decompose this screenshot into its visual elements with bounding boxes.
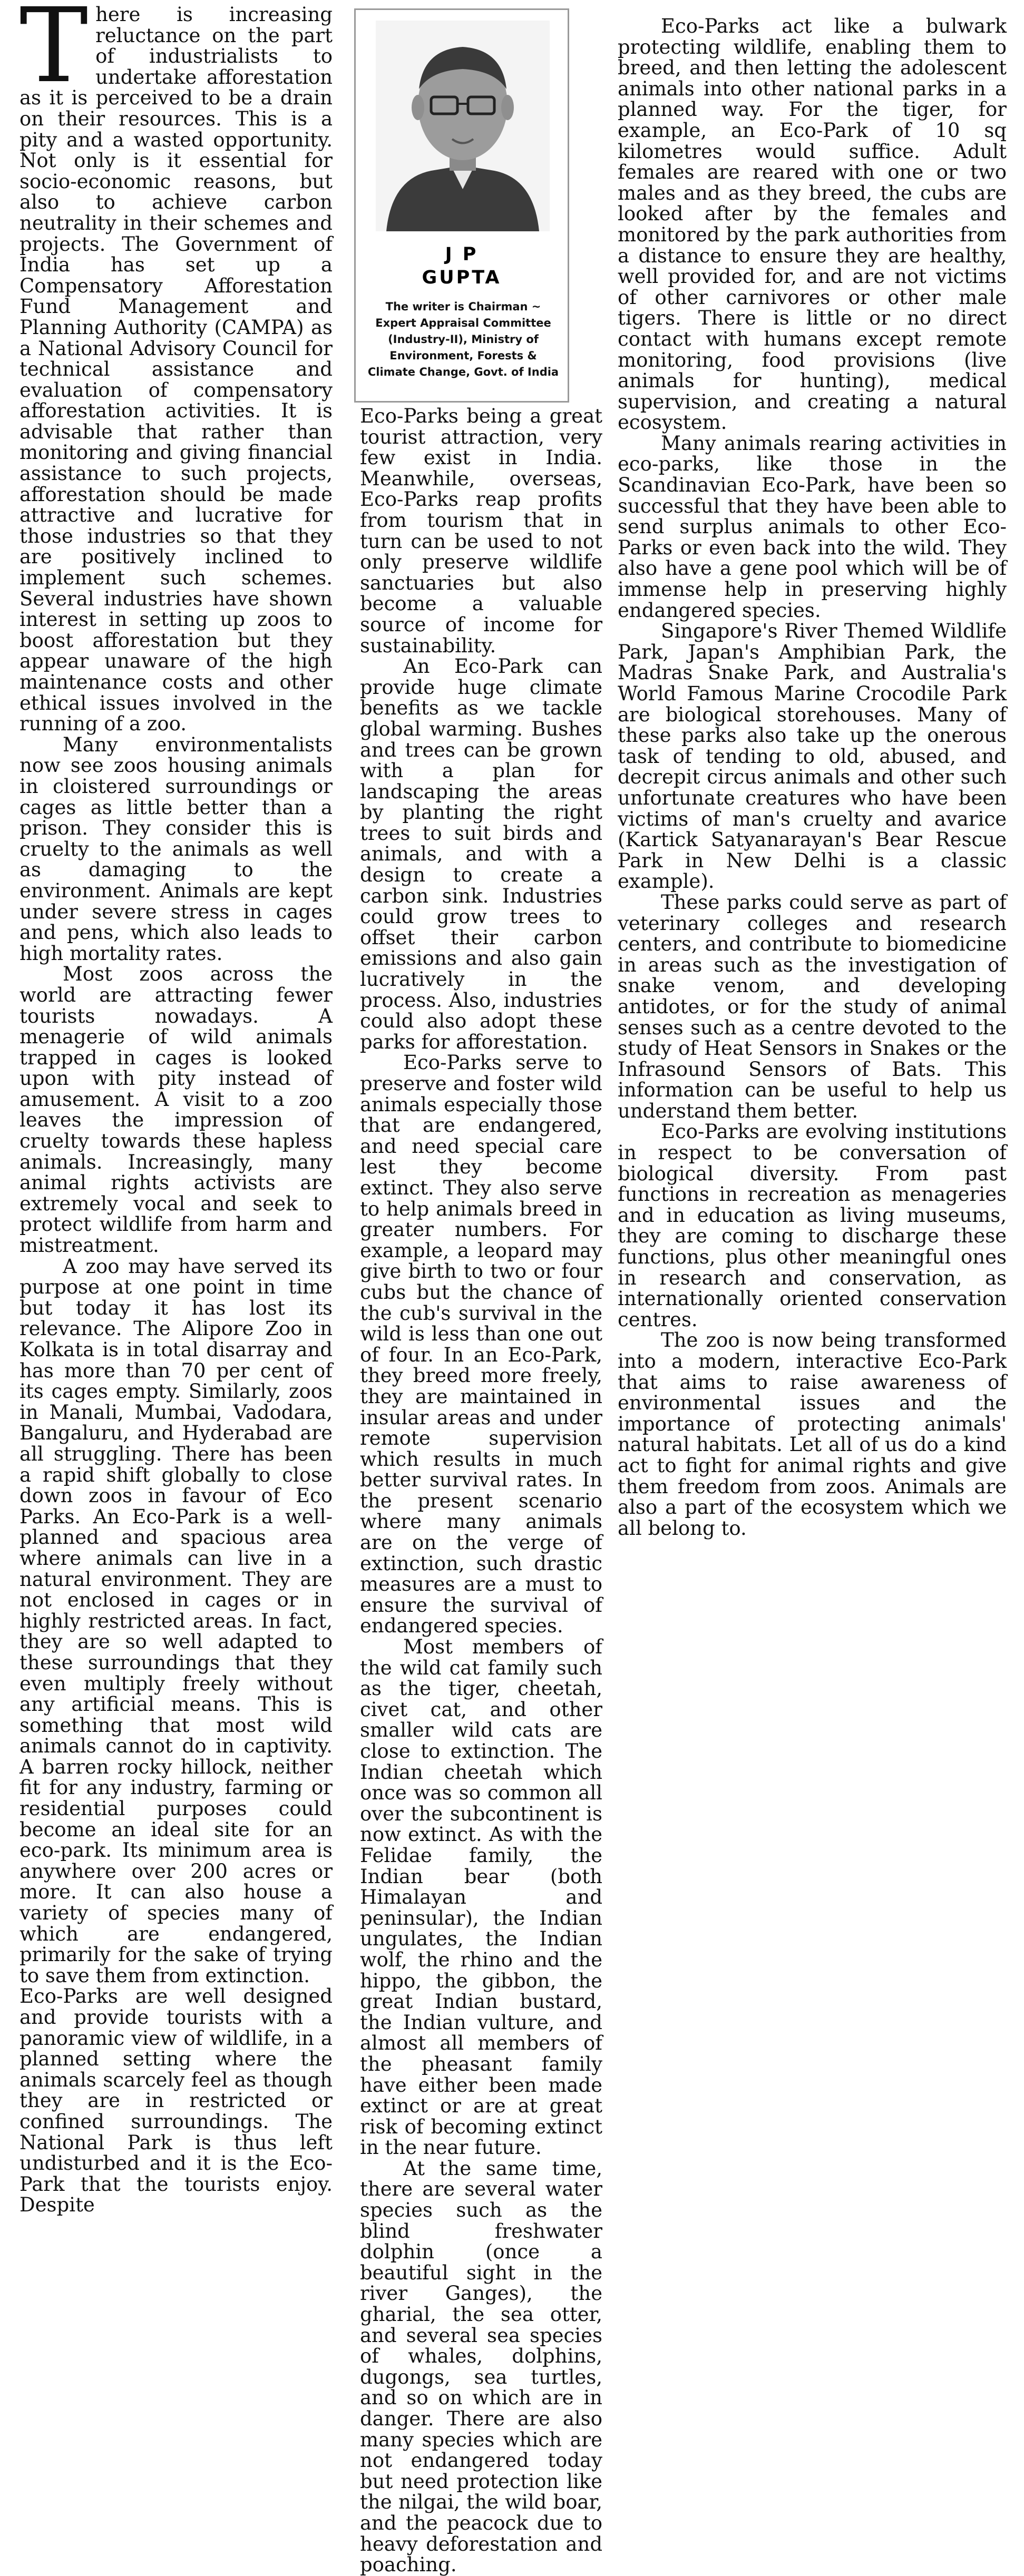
paragraph: Eco-Parks are well designed and provide tourists with a panoramic view of wildlife, in a planned setting where the animals scarcely feel as though they are in restricted or confined surroundings. The National Park is thus left undisturbed and it is the Eco-Park that the tourists enjoy. Despite (19, 1985, 333, 2217)
paragraph: Eco-Parks serve to preserve and foster wild animals especially those that are endangered, and need special care lest they become extinct. They also serve to help animals breed in greater numbers. For example, a leopard may give birth to two or four cubs but the chance of the cub's survival in the wild is less than one out of four. In an Eco-Park, they breed more freely, they are maintained in insular areas and under remote supervision which results in much better survival rates. In the present scenario where many animals are on the verge of extinction, such drastic measures are a must to ensure the survival of endangered species. (360, 1051, 602, 1638)
author-name: J P (445, 244, 479, 265)
article-column-2 (360, 406, 602, 2575)
article-column-3 (618, 16, 1007, 1539)
paragraph: At the same time, there are several water species such as the blind freshwater dolphin (once a beautiful sight in the river Ganges), the gharial, the sea otter, and several sea species of whales, dolphins, dugongs, sea turtles, and so on which are in danger. There are also many species which are not endangered today but need protection like the nilgai, the wild boar, and the peacock due to heavy deforestation and poaching. (360, 2157, 602, 2576)
author-description: The writer is Chairman ~ Expert Appraisal Committee (Industry-II), Ministry of Environment, Forests & Climate Change, Govt. of India (367, 300, 559, 378)
author-photo (376, 21, 550, 231)
paragraph: Eco-Parks act like a bulwark protecting wildlife, enabling them to breed, and then letting the adolescent animals into other national parks in a planned way. For the tiger, for example, an Eco-Park of 10 sq kilometres would suffice. Adult females are reared with one or two males and as they breed, the cubs are looked after by the females and monitored by the park authorities from a distance to ensure they are healthy, well provided for, and are not victims of other carnivores or other male tigers. There is little or no direct contact with humans except remote monitoring, food provisions (live animals for hunting), medical supervision, and creating a natural ecosystem. (618, 15, 1007, 434)
author-box (354, 8, 569, 403)
drop-cap: T (19, 0, 89, 105)
paragraph: Many animals rearing activities in eco-parks, like those in the Scandinavian Eco-Park, have been so successful that they have been able to send surplus animals to other Eco-Parks or even back into the wild. They also have a gene pool which will be of immense help in preserving highly endangered species. (618, 432, 1007, 622)
paragraph: Eco-Parks are evolving institutions in respect to be conversation of biological diversity. From past functions in recreation as menageries and in education as living museums, they are coming to discharge these functions, plus other meaningful ones in research and conservation, as internationally oriented conservation centres. (618, 1120, 1007, 1331)
article-column-1 (19, 0, 333, 2217)
paragraph: The zoo is now being transformed into a modern, interactive Eco-Park that aims to raise awareness of environmental issues and the importance of protecting animals' natural habitats. Let all of us do a kind act to fight for animal rights and give them freedom from zoos. Animals are also a part of the ecosystem which we all belong to. (618, 1329, 1007, 1540)
paragraph: Most members of the wild cat family such as the tiger, cheetah, civet cat, and other smaller wild cats are close to extinction. The Indian cheetah which once was so common all over the subcontinent is now extinct. As with the Felidae family, the Indian bear (both Himalayan and peninsular), the Indian ungulates, the Indian wolf, the rhino and the hippo, the gibbon, the great Indian bustard, the Indian vulture, and almost all members of the pheasant family have either been made extinct or are at great risk of becoming extinct in the near future. (360, 1635, 602, 2159)
paragraph: An Eco-Park can provide huge climate benefits as we tackle global warming. Bushes and trees can be grown with a plan for landscaping the areas by planting the right trees to suit birds and animals, and with a design to create a carbon sink. Industries could grow trees to offset their carbon emissions and also gain lucratively in the process. Also, industries could also adopt these parks for afforestation. (360, 655, 602, 1053)
paragraph: Eco-Parks being a great tourist attraction, very few exist in India. Meanwhile, overseas, Eco-Parks reap profits from tourism that in turn can be used to not only preserve wildlife sanctuaries but also become a valuable source of income for sustainability. (360, 405, 602, 657)
paragraph: There is increasing reluctance on the part of industrialists to undertake afforestation as it is perceived to be a drain on their resources. This is a pity and a wasted opportunity. Not only is it essential for socio-economic reasons, but also to achieve carbon neutrality in their schemes and projects. The Government of India has set up a Compensatory Afforestation Fund Management and Planning Authority (CAMPA) as a National Advisory Council for technical assistance and evaluation of compensatory afforestation activities. It is advisable that rather than monitoring and giving financial assistance to such projects, afforestation should be made attractive and lucrative for those industries so that they are positively inclined to implement such schemes. Several industries have shown interest in setting up zoos to boost afforestation but they appear unaware of the high maintenance costs and other ethical issues involved in the running of a zoo. (19, 0, 333, 736)
paragraph: Singapore's River Themed Wildlife Park, Japan's Amphibian Park, the Madras Snake Park, and Australia's World Famous Marine Crocodile Park are biological storehouses. Many of these parks also take up the onerous task of tending to old, abused, and decrepit circus animals and other such unfortunate creatures who have been victims of man's cruelty and avarice (Kartick Satyanarayan's Bear Rescue Park in New Delhi is a classic example). (618, 620, 1007, 893)
paragraph: A zoo may have served its purpose at one point in time but today it has lost its relevance. The Alipore Zoo in Kolkata is in total disarray and has more than 70 per cent of its cages empty. Similarly, zoos in Manali, Mumbai, Vadodara, Bangaluru, and Hyderabad are all struggling. There has been a rapid shift globally to close down zoos in favour of Eco Parks. An Eco-Park is a well-planned and spacious area where animals can live in a natural environment. They are not enclosed in cages or in highly restricted areas. In fact, they are so well adapted to these surroundings that they even multiply freely without any artificial means. This is something that most wild animals cannot do in captivity. A barren rocky hillock, neither fit for any industry, farming or residential purposes could become an ideal site for an eco-park. Its minimum area is anywhere over 200 acres or more. It can also house a variety of species many of which are endangered, primarily for the sake of trying to save them from extinction. (19, 1255, 333, 1987)
author-portrait-icon (376, 21, 550, 231)
author-name: GUPTA (422, 267, 502, 288)
paragraph: Most zoos across the world are attracting fewer tourists nowadays. A menagerie of wild animals trapped in cages is looked upon with pity instead of amusement. A visit to a zoo leaves the impression of cruelty towards these hapless animals. Increasingly, many animal rights activists are extremely vocal and seek to protect wildlife from harm and mistreatment. (19, 963, 333, 1257)
paragraph: These parks could serve as part of veterinary colleges and research centers, and contribute to biomedicine in areas such as the investigation of snake venom, and developing antidotes, or for the study of animal senses such as a centre devoted to the study of Heat Sensors in Snakes or the Infrasound Sensors of Bats. This information can be useful to help us understand them better. (618, 890, 1007, 1122)
paragraph: Many environmentalists now see zoos housing animals in cloistered surroundings or cages as little better than a prison. They consider this is cruelty to the animals as well as damaging to the environment. Animals are kept under severe stress in cages and pens, which also leads to high mortality rates. (19, 733, 333, 965)
